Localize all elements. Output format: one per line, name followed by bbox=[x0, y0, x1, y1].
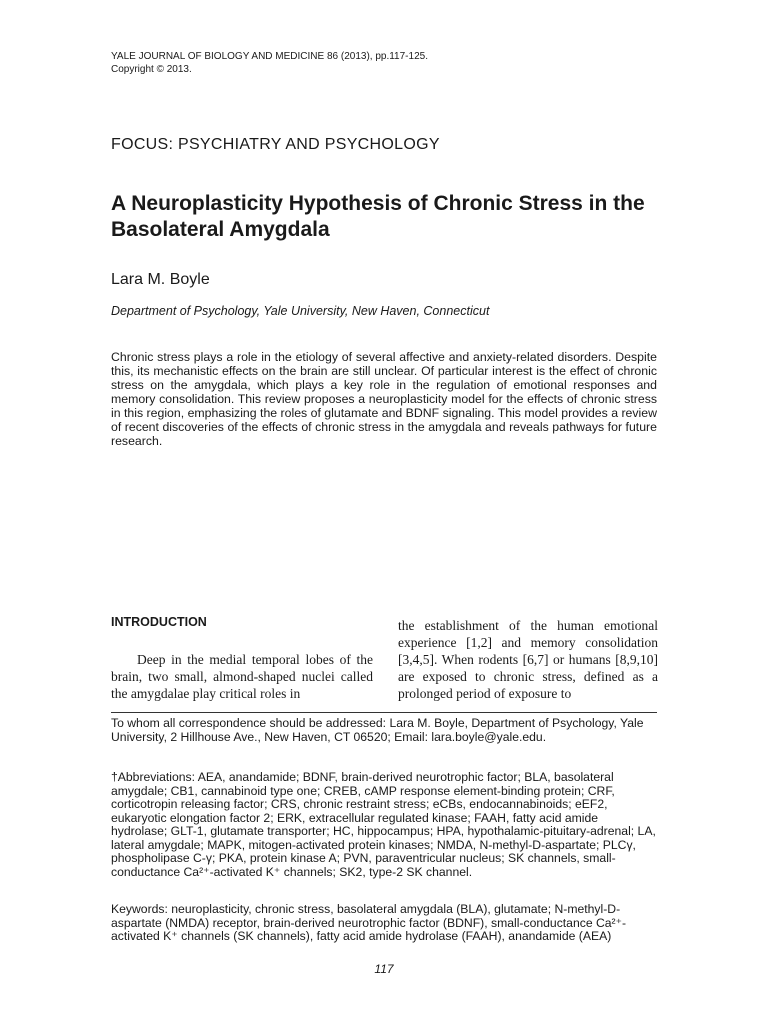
body-column-left: Deep in the medial temporal lobes of the brain, two small, almond-shaped nuclei called the amygdalae play critical roles in bbox=[111, 652, 373, 701]
footnote-divider bbox=[111, 712, 657, 713]
article-title: A Neuroplasticity Hypothesis of Chronic Stress in the Basolateral Amygdala bbox=[111, 192, 645, 241]
footnote-correspondence: To whom all correspondence should be addressed: Lara M. Boyle, Department of Psychology, Yale University, 2 Hillhouse Ave., New Haven, CT 06520; Email: lara.boyle@yale.edu. bbox=[111, 716, 644, 744]
section-label: FOCUS: PSYCHIATRY AND PSYCHOLOGY bbox=[111, 136, 440, 153]
footnote-abbreviations: †Abbreviations: AEA, anandamide; BDNF, brain-derived neurotrophic factor; BLA, basolateral amygdale; CB1, cannabinoid type one; CREB, cAMP response element-binding protein; CRF, corticotropin releasing factor; CRS, chronic restraint stress; eCBs, endocannabinoids; eEF2, eukaryotic elongation factor 2; ERK, extracellular regulated kinase; FAAH, fatty acid amide hydrolase; GLT-1, glutamate transporter; HC, hippocampus; HPA, hypothalamic-pituitary-adrenal; LA, lateral amygdale; MAPK, mitogen-activated protein kinases; NMDA, N-methyl-D-aspartate; PLCγ, phospholipase C-γ; PKA, protein kinase A; PVN, paraventricular nucleus; SK channels, small-conductance Ca²⁺-activated K⁺ channels; SK2, type-2 SK channel. bbox=[111, 770, 656, 879]
author-name: Lara M. Boyle bbox=[111, 271, 210, 288]
introduction-heading: INTRODUCTION bbox=[111, 615, 207, 629]
author-affiliation: Department of Psychology, Yale University, New Haven, Connecticut bbox=[111, 304, 490, 318]
page-number: 117 bbox=[374, 962, 394, 976]
footnote-keywords: Keywords: neuroplasticity, chronic stress, basolateral amygdala (BLA), glutamate; N-methyl-D-aspartate (NMDA) receptor, brain-derived neurotrophic factor (BDNF), small-conductance Ca²⁺-activated K⁺ channels (SK channels), fatty acid amide hydrolase (FAAH), anandamide (AEA) bbox=[111, 902, 627, 943]
copyright-notice: Copyright © 2013. bbox=[111, 64, 192, 75]
journal-citation: YALE JOURNAL OF BIOLOGY AND MEDICINE 86 (2013), pp.117-125. bbox=[111, 51, 428, 62]
body-column-right: the establishment of the human emotional experience [1,2] and memory consolidation [3,4,5]. When rodents [6,7] or humans [8,9,10] are exposed to chronic stress, defined as a prolonged period of exposure to bbox=[398, 618, 658, 701]
journal-header bbox=[111, 50, 651, 76]
abstract: Chronic stress plays a role in the etiology of several affective and anxiety-related disorders. Despite this, its mechanistic effects on the brain are still unclear. Of particular interest is the effect of chronic stress on the amygdala, which plays a key role in the regulation of emotional responses and memory consolidation. This review proposes a neuroplasticity model for the effects of chronic stress in this region, emphasizing the roles of glutamate and BDNF signaling. This model provides a review of recent discoveries of the effects of chronic stress in the amygdala and reveals pathways for future research. bbox=[111, 350, 657, 448]
